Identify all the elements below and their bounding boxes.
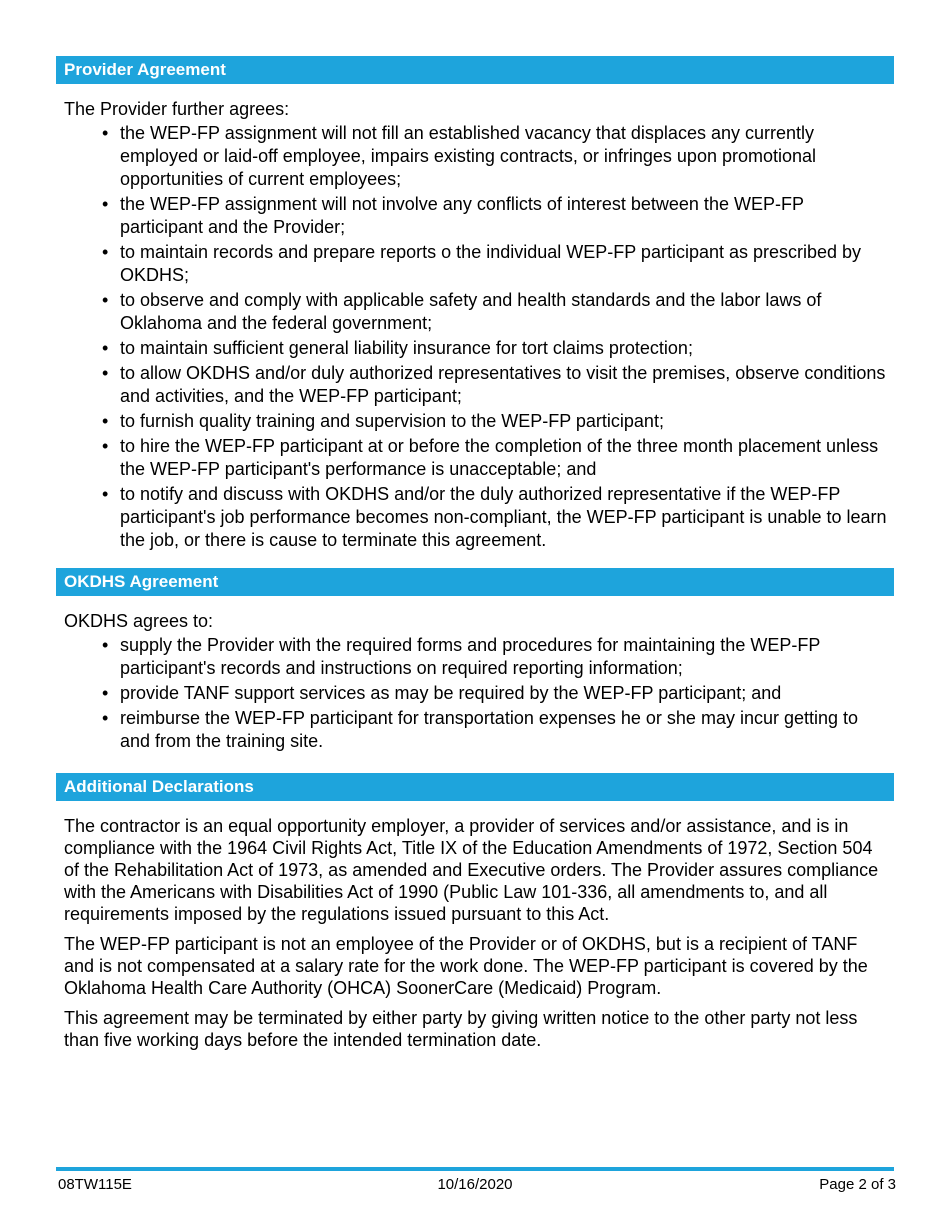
list-item-text: the WEP-FP assignment will not involve any conflicts of interest between the WEP-FP participant and the Provider; [120, 194, 804, 237]
footer-divider [56, 1167, 894, 1171]
list-item-text: to maintain records and prepare reports o the individual WEP-FP participant as prescribed by OKDHS; [120, 242, 862, 285]
bullet-icon: • [102, 363, 109, 383]
okdhs-obligations-list [56, 634, 894, 753]
bullet-icon: • [102, 484, 109, 504]
list-item-text: to maintain sufficient general liability insurance for tort claims protection; [120, 338, 693, 358]
okdhs-agreement-header: OKDHS Agreement [56, 568, 894, 596]
list-item [102, 362, 894, 408]
form-number: 08TW115E [58, 1176, 132, 1193]
provider-obligations-list [56, 122, 894, 552]
bullet-icon: • [102, 708, 109, 728]
list-item-text: supply the Provider with the required forms and procedures for maintaining the WEP-FP participant's records and instructions on required reporting information; [120, 635, 821, 678]
declaration-paragraph: This agreement may be terminated by either party by giving written notice to the other party not less than five working days before the intended termination date. [64, 1008, 858, 1050]
list-item [102, 193, 894, 239]
list-item [102, 241, 894, 287]
list-item [102, 634, 894, 680]
list-item-text: the WEP-FP assignment will not fill an established vacancy that displaces any currently employed or laid-off employee, impairs existing contracts, or infringes upon promotional opportunities of current employees; [120, 123, 817, 189]
declaration-paragraph: The contractor is an equal opportunity employer, a provider of services and/or assistance, and is in compliance with the 1964 Civil Rights Act, Title IX of the Education Amendments of 1972, Section 504 of the Rehabilitation Act of 1973, as amended and Executive orders. The Provider assures compliance with the Americans with Disabilities Act of 1990 (Public Law 101-336, all amendments to, and all requirements imposed by the regulations issued pursuant to this Act. [64, 816, 879, 924]
page-number: Page 2 of 3 [819, 1176, 896, 1193]
okdhs-intro: OKDHS agrees to: [64, 611, 214, 631]
list-item-text: provide TANF support services as may be required by the WEP-FP participant; and [120, 683, 782, 703]
additional-declarations-header: Additional Declarations [56, 773, 894, 801]
provider-intro: The Provider further agrees: [64, 99, 290, 119]
bullet-icon: • [102, 290, 109, 310]
list-item-text: to notify and discuss with OKDHS and/or the duly authorized representative if the WEP-FP participant's job performance becomes non-compliant, the WEP-FP participant is unable to learn the job, or there is cause to terminate this agreement. [120, 484, 887, 550]
list-item [102, 289, 894, 335]
additional-declarations-body [56, 815, 894, 1051]
list-item-text: to allow OKDHS and/or duly authorized representatives to visit the premises, observe conditions and activities, and the WEP-FP participant; [120, 363, 886, 406]
bullet-icon: • [102, 242, 109, 262]
document-page [56, 56, 894, 1059]
list-item [102, 707, 894, 753]
list-item [102, 410, 894, 433]
declaration-paragraph: The WEP-FP participant is not an employee of the Provider or of OKDHS, but is a recipient of TANF and is not compensated at a salary rate for the work done. The WEP-FP participant is covered by the Oklahoma Health Care Authority (OHCA) SoonerCare (Medicaid) Program. [64, 934, 868, 998]
list-item [102, 337, 894, 360]
bullet-icon: • [102, 411, 109, 431]
bullet-icon: • [102, 635, 109, 655]
list-item-text: to furnish quality training and supervision to the WEP-FP participant; [120, 411, 664, 431]
provider-agreement-header: Provider Agreement [56, 56, 894, 84]
bullet-icon: • [102, 194, 109, 214]
bullet-icon: • [102, 338, 109, 358]
revision-date: 10/16/2020 [437, 1176, 513, 1193]
list-item [102, 483, 894, 552]
list-item [102, 122, 894, 191]
bullet-icon: • [102, 123, 109, 143]
okdhs-agreement-section [56, 568, 894, 753]
list-item-text: reimburse the WEP-FP participant for transportation expenses he or she may incur getting to and from the training site. [120, 708, 859, 751]
list-item [102, 682, 894, 705]
additional-declarations-section [56, 773, 894, 1051]
provider-agreement-section [56, 56, 894, 552]
bullet-icon: • [102, 436, 109, 456]
list-item-text: to hire the WEP-FP participant at or before the completion of the three month placement unless the WEP-FP participant's performance is unacceptable; and [120, 436, 879, 479]
list-item [102, 435, 894, 481]
bullet-icon: • [102, 683, 109, 703]
list-item-text: to observe and comply with applicable safety and health standards and the labor laws of Oklahoma and the federal government; [120, 290, 822, 333]
